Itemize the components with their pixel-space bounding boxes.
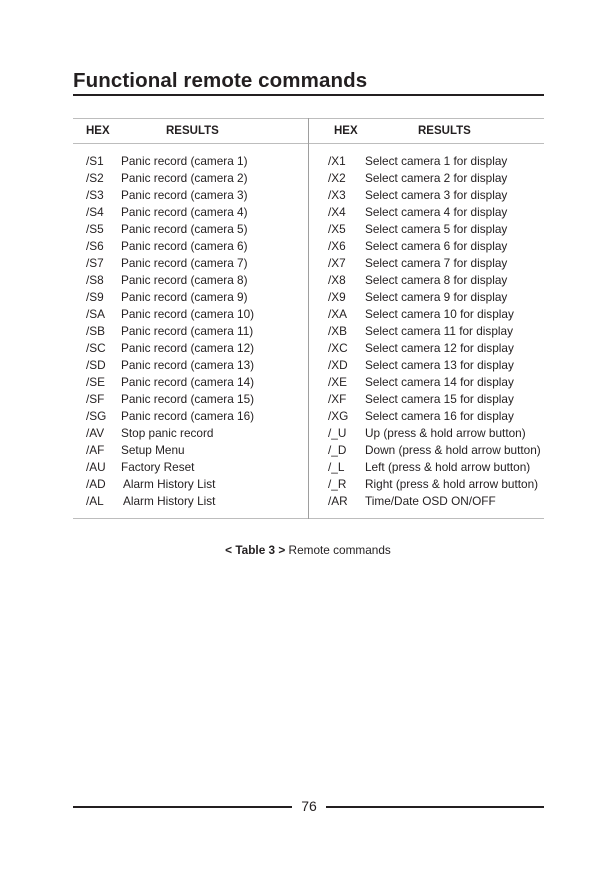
- table-row: [328, 289, 543, 306]
- table-row: [86, 187, 306, 204]
- command-description: Select camera 11 for display: [365, 324, 513, 338]
- table-row: [328, 459, 543, 476]
- command-description: Panic record (camera 14): [121, 375, 255, 389]
- footer-rule-left: [73, 806, 292, 808]
- footer-rule-right: [326, 806, 544, 808]
- command-code: /_R: [328, 477, 347, 491]
- table-row: [328, 408, 543, 425]
- command-code: /AF: [86, 443, 105, 457]
- command-description: Right (press & hold arrow button): [365, 477, 539, 491]
- command-code: /S3: [86, 188, 104, 202]
- command-code: /AR: [328, 494, 348, 508]
- left-results-header: RESULTS: [166, 125, 219, 137]
- command-description: Select camera 9 for display: [365, 290, 508, 304]
- command-description: Panic record (camera 4): [121, 205, 248, 219]
- command-description: Factory Reset: [121, 460, 195, 474]
- command-code: /SG: [86, 409, 107, 423]
- command-code: /S5: [86, 222, 104, 236]
- table-row: [328, 306, 543, 323]
- command-description: Up (press & hold arrow button): [365, 426, 526, 440]
- command-code: /X4: [328, 205, 346, 219]
- command-code: /SB: [86, 324, 106, 338]
- table-row: [328, 374, 543, 391]
- left-hex-header: HEX: [86, 125, 110, 137]
- command-description: Panic record (camera 8): [121, 273, 248, 287]
- command-description: Panic record (camera 16): [121, 409, 255, 423]
- command-description: Alarm History List: [123, 494, 216, 508]
- command-code: /_U: [328, 426, 347, 440]
- command-description: Select camera 12 for display: [365, 341, 514, 355]
- command-code: /SD: [86, 358, 106, 372]
- table-row: [86, 272, 306, 289]
- command-code: /XC: [328, 341, 348, 355]
- command-description: Panic record (camera 10): [121, 307, 255, 321]
- command-code: /AD: [86, 477, 106, 491]
- command-code: /X8: [328, 273, 346, 287]
- table-row: [86, 408, 306, 425]
- command-code: /XF: [328, 392, 347, 406]
- command-code: /X6: [328, 239, 346, 253]
- command-description: Select camera 7 for display: [365, 256, 508, 270]
- table-row: [86, 357, 306, 374]
- table-row: [328, 391, 543, 408]
- command-code: /X1: [328, 154, 346, 168]
- command-code: /S9: [86, 290, 104, 304]
- command-code: /S6: [86, 239, 104, 253]
- table-row: [86, 459, 306, 476]
- command-description: Select camera 16 for display: [365, 409, 514, 423]
- command-code: /XE: [328, 375, 348, 389]
- command-code: /AU: [86, 460, 106, 474]
- command-description: Select camera 13 for display: [365, 358, 514, 372]
- table-row: [86, 391, 306, 408]
- command-code: /X2: [328, 171, 346, 185]
- command-code: /SC: [86, 341, 106, 355]
- command-description: Panic record (camera 12): [121, 341, 255, 355]
- right-results-header: RESULTS: [418, 125, 471, 137]
- table-row: [328, 187, 543, 204]
- command-code: /AV: [86, 426, 105, 440]
- table-row: [328, 170, 543, 187]
- table-row: [328, 153, 543, 170]
- command-description: Panic record (camera 13): [121, 358, 255, 372]
- table-row: [328, 238, 543, 255]
- command-description: Select camera 4 for display: [365, 205, 508, 219]
- table-caption-label: < Table 3 >: [225, 543, 286, 557]
- command-code: /XD: [328, 358, 348, 372]
- table-row: [328, 357, 543, 374]
- table-row: [328, 272, 543, 289]
- table-row: [86, 289, 306, 306]
- command-description: Alarm History List: [123, 477, 216, 491]
- table-row: [328, 204, 543, 221]
- table-row: [86, 340, 306, 357]
- table-row: [328, 221, 543, 238]
- command-description: Setup Menu: [121, 443, 185, 457]
- command-code: /X3: [328, 188, 346, 202]
- table-row: [86, 255, 306, 272]
- command-description: Panic record (camera 9): [121, 290, 248, 304]
- table-row: [86, 493, 306, 510]
- table-row: [86, 374, 306, 391]
- command-description: Down (press & hold arrow button): [365, 443, 541, 457]
- command-code: /_D: [328, 443, 347, 457]
- command-code: /XB: [328, 324, 348, 338]
- command-description: Panic record (camera 7): [121, 256, 248, 270]
- command-description: Time/Date OSD ON/OFF: [365, 494, 496, 508]
- command-description: Panic record (camera 3): [121, 188, 248, 202]
- table-row: [328, 476, 543, 493]
- right-command-list: [328, 153, 543, 510]
- command-code: /X5: [328, 222, 346, 236]
- title-underline: [73, 94, 544, 96]
- command-description: Select camera 8 for display: [365, 273, 508, 287]
- command-description: Select camera 3 for display: [365, 188, 508, 202]
- table-caption-text: Remote commands: [285, 543, 391, 557]
- table-row: [86, 238, 306, 255]
- command-description: Panic record (camera 1): [121, 154, 248, 168]
- command-description: Panic record (camera 2): [121, 171, 248, 185]
- command-code: /S4: [86, 205, 104, 219]
- command-code: /SE: [86, 375, 106, 389]
- command-code: /X7: [328, 256, 346, 270]
- table-row: [86, 306, 306, 323]
- table-row: [328, 255, 543, 272]
- table-row: [328, 442, 543, 459]
- command-description: Select camera 10 for display: [365, 307, 514, 321]
- right-hex-header: HEX: [334, 125, 358, 137]
- table-caption: [0, 543, 616, 557]
- table-row: [86, 221, 306, 238]
- command-code: /X9: [328, 290, 346, 304]
- command-code: /SF: [86, 392, 105, 406]
- left-command-list: [86, 153, 306, 510]
- command-code: /S1: [86, 154, 104, 168]
- table-row: [328, 425, 543, 442]
- command-description: Panic record (camera 6): [121, 239, 248, 253]
- table-column-divider: [308, 118, 309, 519]
- command-code: /S8: [86, 273, 104, 287]
- command-description: Panic record (camera 15): [121, 392, 255, 406]
- command-description: Panic record (camera 11): [121, 324, 254, 338]
- table-row: [328, 340, 543, 357]
- command-code: /XA: [328, 307, 348, 321]
- table-row: [86, 153, 306, 170]
- command-description: Select camera 14 for display: [365, 375, 514, 389]
- command-description: Stop panic record: [121, 426, 214, 440]
- table-row: [86, 442, 306, 459]
- command-description: Select camera 1 for display: [365, 154, 508, 168]
- command-description: Select camera 2 for display: [365, 171, 508, 185]
- table-row: [86, 425, 306, 442]
- command-description: Select camera 6 for display: [365, 239, 508, 253]
- table-row: [86, 204, 306, 221]
- command-code: /AL: [86, 494, 104, 508]
- page-title: Functional remote commands: [73, 69, 368, 92]
- command-code: /S2: [86, 171, 104, 185]
- command-code: /SA: [86, 307, 106, 321]
- command-code: /_L: [328, 460, 345, 474]
- table-row: [86, 476, 306, 493]
- command-code: /S7: [86, 256, 104, 270]
- command-code: /XG: [328, 409, 349, 423]
- table-row: [86, 170, 306, 187]
- command-description: Select camera 15 for display: [365, 392, 514, 406]
- command-description: Panic record (camera 5): [121, 222, 248, 236]
- table-row: [328, 323, 543, 340]
- table-row: [86, 323, 306, 340]
- page-number: 76: [301, 798, 317, 814]
- command-description: Left (press & hold arrow button): [365, 460, 531, 474]
- command-description: Select camera 5 for display: [365, 222, 508, 236]
- table-row: [328, 493, 543, 510]
